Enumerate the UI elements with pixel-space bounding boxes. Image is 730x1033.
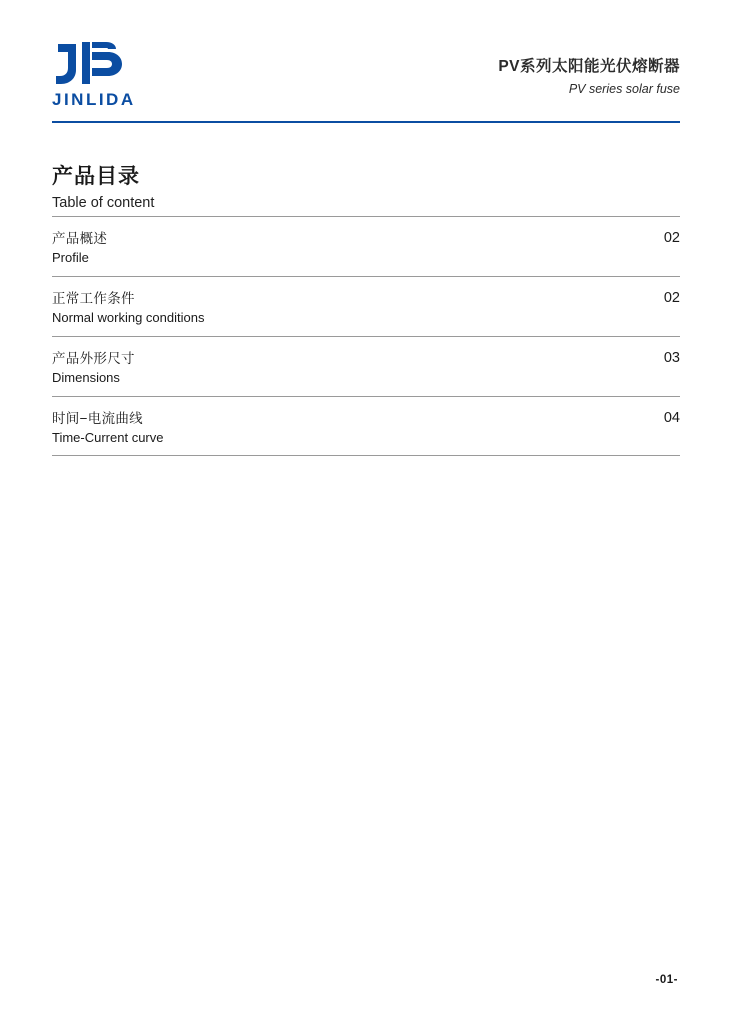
page-title-cn: 产品目录 <box>52 165 140 188</box>
toc-entry-labels <box>52 229 107 267</box>
toc-entry-labels <box>52 289 204 327</box>
toc-entry-label-en: Dimensions <box>52 370 120 385</box>
toc-entry-label-cn: 时间−电流曲线 <box>52 411 143 426</box>
toc-entry-page-number: 02 <box>663 230 680 246</box>
header-product-title <box>498 56 680 99</box>
toc-entry[interactable] <box>52 216 680 276</box>
company-logo <box>52 40 182 110</box>
toc-entry-labels <box>52 349 135 387</box>
toc-entry[interactable] <box>52 336 680 396</box>
toc-entry-labels <box>52 409 163 447</box>
jld-monogram-logo-icon <box>52 40 130 88</box>
page-title-en: Table of content <box>52 195 155 211</box>
toc-entry-label-en: Normal working conditions <box>52 310 205 325</box>
company-wordmark: JINLIDA <box>52 90 136 109</box>
header-title-en: PV series solar fuse <box>568 82 680 96</box>
toc-entry-label-cn: 产品外形尺寸 <box>52 351 135 366</box>
table-of-contents <box>52 216 680 456</box>
toc-entry[interactable] <box>52 396 680 456</box>
toc-entry-page-number: 03 <box>663 350 680 366</box>
header-divider <box>52 121 680 123</box>
toc-entry[interactable] <box>52 276 680 336</box>
toc-entry-label-cn: 产品概述 <box>52 231 108 246</box>
toc-entry-page-number: 02 <box>663 290 680 306</box>
toc-entry-label-en: Time-Current curve <box>52 430 164 445</box>
header-title-cn: PV系列太阳能光伏熔断器 <box>498 58 680 75</box>
toc-entry-label-cn: 正常工作条件 <box>52 291 135 306</box>
page-number-footer: -01- <box>655 974 678 986</box>
toc-entry-page-number: 04 <box>663 410 680 426</box>
page-header <box>52 40 680 120</box>
toc-entry-label-en: Profile <box>52 250 89 265</box>
page-title <box>52 163 680 213</box>
